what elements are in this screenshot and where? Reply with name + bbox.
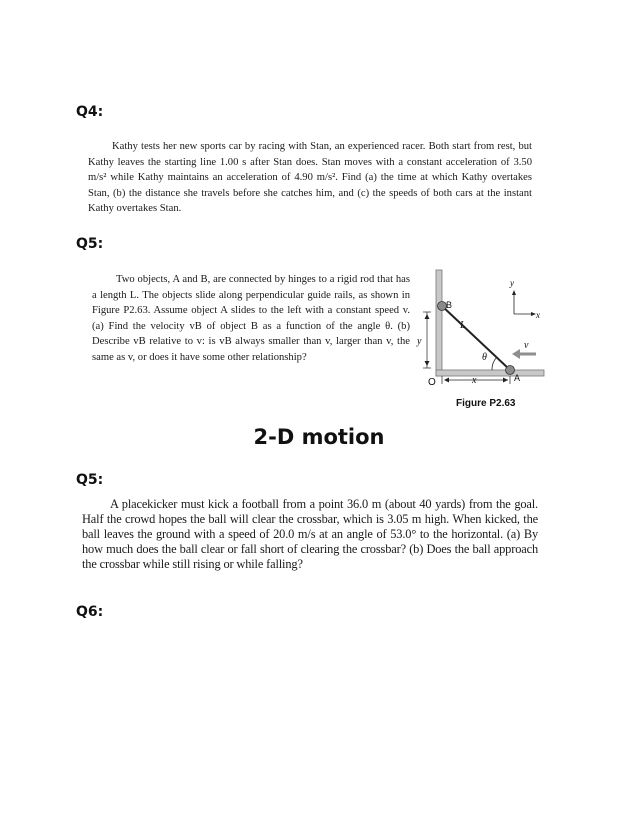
q5a-text: Two objects, A and B, are connected by hinges to a rigid rod that has a length L. The objects slide along perpendicular guide rails, as shown in Figure P2.63. Assume object A slides to the left with a constant speed v. (a) Find the velocity vB of object B as a function of the angle θ. (b) Describe vB relative to v: is vB always smaller than v, larger than v, the same as v, or does it have some other relationship? [92, 274, 410, 363]
section-title: 2-D motion [253, 425, 385, 449]
label-v: v [524, 340, 529, 351]
dimension-x-label: x [472, 375, 477, 386]
label-a: A [514, 373, 521, 383]
vertical-rail [436, 270, 442, 376]
q5b-heading: Q5: [76, 472, 104, 488]
rigid-rod [442, 306, 510, 370]
q5a-heading: Q5: [76, 236, 104, 252]
figure-caption: Figure P2.63 [456, 398, 516, 409]
q4-text: Kathy tests her new sports car by racing with Stan, an experienced racer. Both start from rest, but Kathy leaves the starting line 1.00 s after Stan does. Stan moves with a constant acceleration of 3.50 m/s² while Kathy maintains an acceleration of 4.90 m/s². Find (a) the time at which Kathy overtakes Stan, (b) the distance she travels before she catches him, and (c) the speeds of both cars at the instant Kathy overtakes Stan. [88, 141, 532, 215]
q5b-text: A placekicker must kick a football from a point 36.0 m (about 40 yards) from the goal. Half the crowd hopes the ball will clear the crossbar, which is 3.05 m high. When kicked, the ball leaves the ground with a speed of 20.0 m/s at an angle of 53.0° to the horizontal. (a) By how much does the ball clear or fall short of clearing the crossbar? (b) Does the ball approach the crossbar while still rising or while falling? [82, 497, 538, 571]
velocity-arrowhead-icon [512, 349, 520, 359]
q6-heading: Q6: [76, 604, 104, 620]
axis-x-label: x [536, 310, 540, 320]
label-theta: θ [482, 352, 487, 363]
origin-label: O [428, 377, 436, 388]
horizontal-rail [436, 370, 544, 376]
axis-y-label: y [510, 278, 514, 288]
q4-heading: Q4: [76, 104, 104, 120]
figure-p2-63 [412, 268, 552, 388]
dimension-y-label: y [417, 336, 422, 347]
angle-arc [492, 357, 497, 370]
label-l: L [460, 320, 466, 331]
label-b: B [446, 300, 453, 310]
